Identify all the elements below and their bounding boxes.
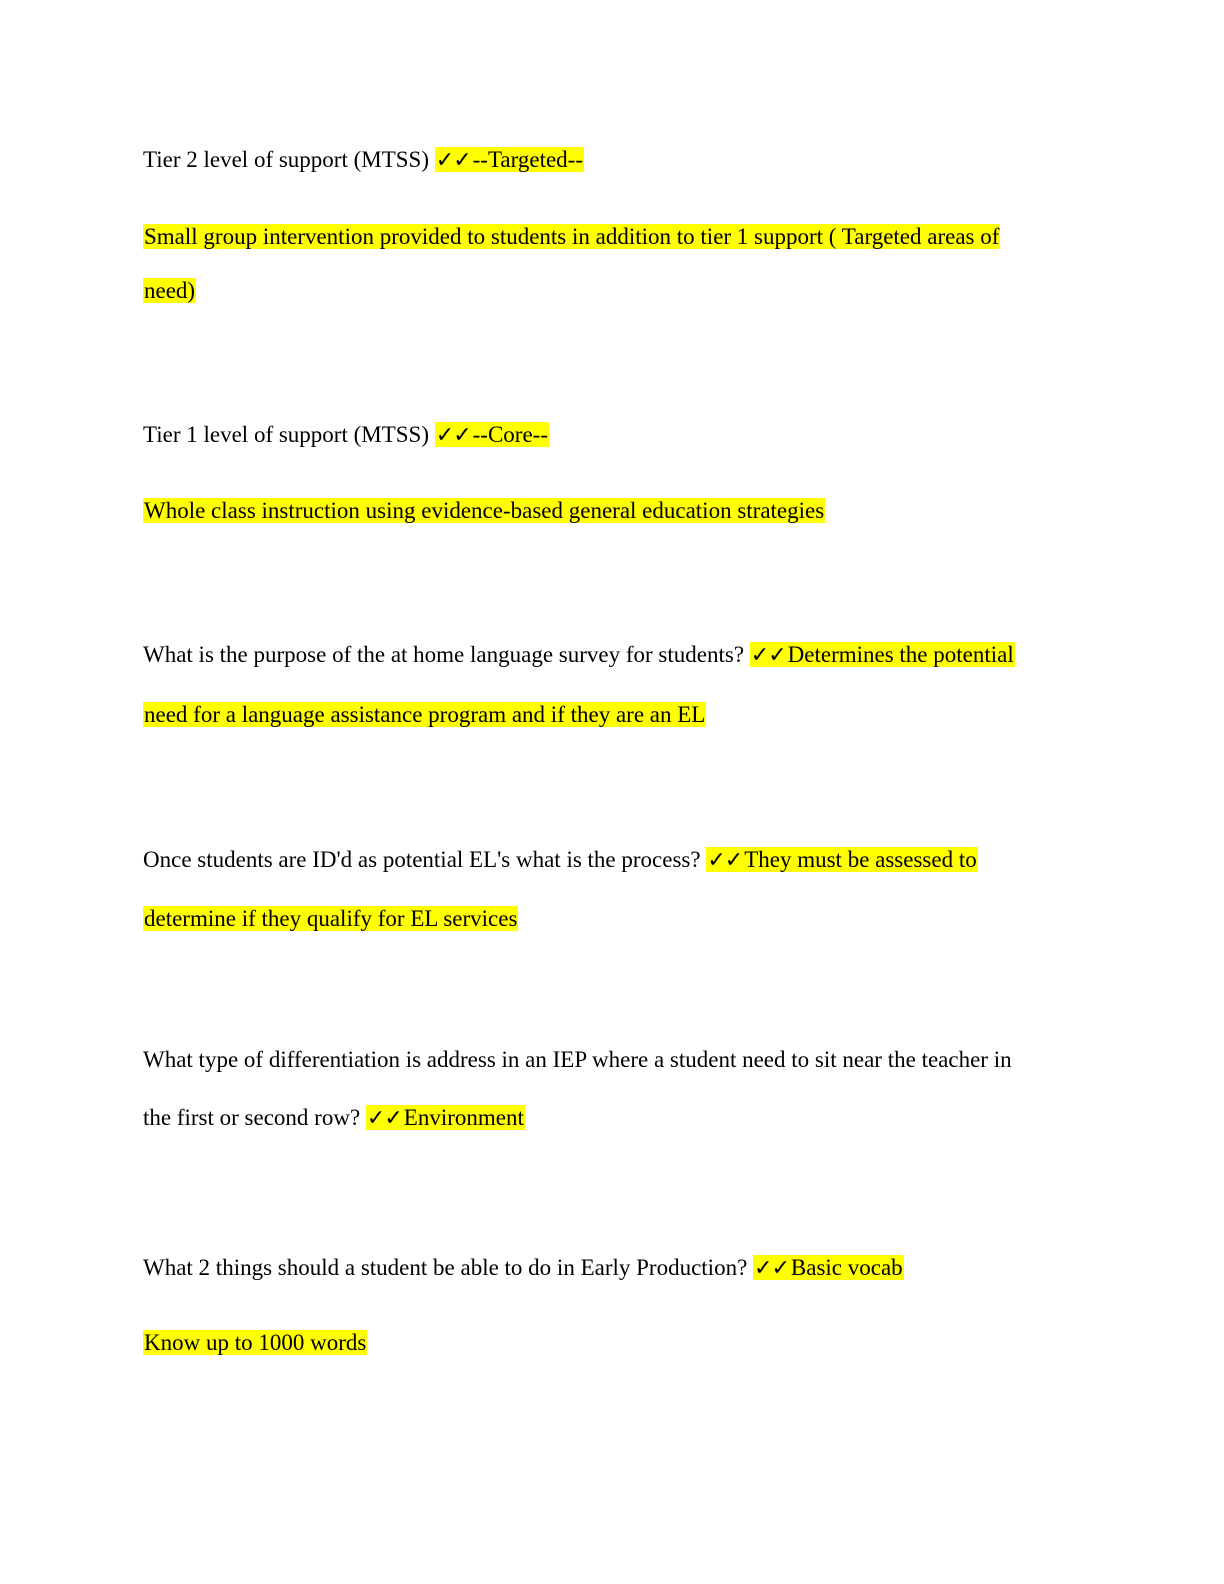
question-text: What type of differentiation is address in an IEP where a student need to sit near the teacher in bbox=[143, 1047, 1012, 1072]
question-line bbox=[143, 418, 549, 453]
answer-text: Basic vocab bbox=[790, 1255, 903, 1280]
question-line bbox=[143, 843, 978, 878]
answer-highlight bbox=[435, 422, 549, 447]
question-text: Tier 1 level of support (MTSS) bbox=[143, 422, 435, 447]
question-text: Once students are ID'd as potential EL's what is the process? bbox=[143, 847, 707, 872]
answer-line bbox=[143, 902, 518, 936]
answer-line bbox=[143, 698, 706, 732]
double-check-icon: ✓✓ bbox=[435, 423, 471, 448]
double-check-icon: ✓✓ bbox=[366, 1106, 402, 1131]
question-line bbox=[143, 143, 584, 178]
question-text: What 2 things should a student be able to do in Early Production? bbox=[143, 1255, 754, 1280]
answer-line bbox=[143, 220, 1000, 254]
double-check-icon: ✓✓ bbox=[754, 1256, 789, 1281]
double-check-icon: ✓✓ bbox=[750, 643, 786, 668]
question-text: What is the purpose of the at home language survey for students? bbox=[143, 642, 750, 667]
question-line bbox=[143, 638, 1015, 673]
answer-text: Determines the potential bbox=[787, 642, 1014, 667]
question-text: Tier 2 level of support (MTSS) bbox=[143, 147, 435, 172]
answer-highlight bbox=[750, 642, 1015, 667]
answer-text: Environment bbox=[403, 1105, 524, 1130]
answer-highlight bbox=[706, 847, 977, 872]
question-line bbox=[143, 1251, 904, 1286]
answer-highlight bbox=[366, 1105, 525, 1130]
answer-line bbox=[143, 494, 825, 528]
question-text: the first or second row? bbox=[143, 1105, 366, 1130]
answer-text: need) bbox=[144, 278, 196, 303]
answer-text: determine if they qualify for EL services bbox=[144, 906, 518, 931]
answer-line bbox=[143, 274, 196, 308]
answer-text: Small group intervention provided to students in addition to tier 1 support ( Targeted areas of bbox=[144, 224, 1000, 249]
double-check-icon: ✓✓ bbox=[707, 848, 743, 873]
answer-highlight bbox=[753, 1255, 904, 1280]
answer-text: --Targeted-- bbox=[472, 147, 583, 172]
question-line bbox=[143, 1101, 525, 1136]
question-line bbox=[143, 1043, 1012, 1077]
answer-highlight bbox=[435, 147, 584, 172]
double-check-icon: ✓✓ bbox=[435, 148, 471, 173]
answer-text: Whole class instruction using evidence-based general education strategies bbox=[144, 498, 825, 523]
answer-text: need for a language assistance program and if they are an EL bbox=[144, 702, 706, 727]
answer-text: Know up to 1000 words bbox=[144, 1330, 367, 1355]
answer-text: They must be assessed to bbox=[744, 847, 977, 872]
answer-text: --Core-- bbox=[472, 422, 548, 447]
answer-line bbox=[143, 1326, 367, 1360]
